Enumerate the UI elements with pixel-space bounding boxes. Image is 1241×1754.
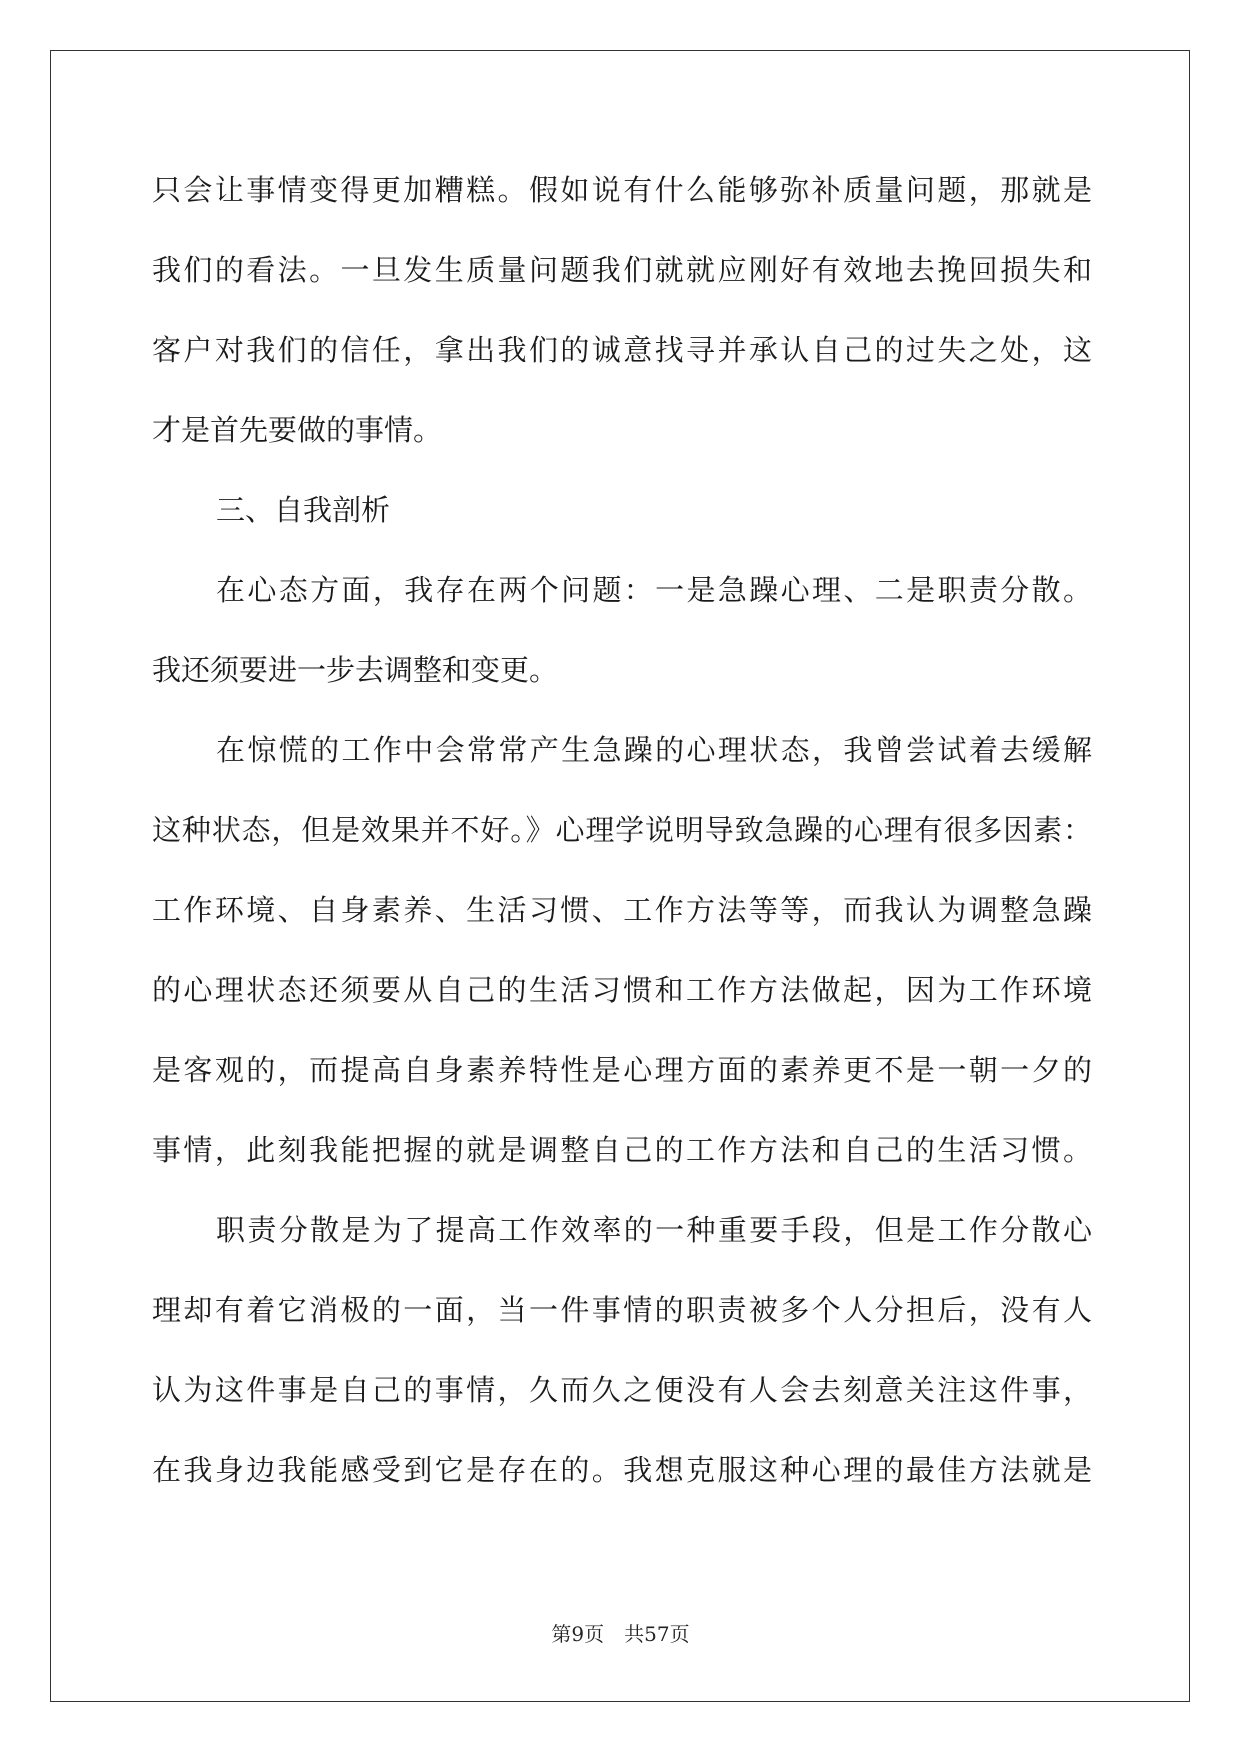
- text-line: 在惊慌的工作中会常常产生急躁的心理状态，我曾尝试着去缓解: [216, 733, 1092, 767]
- text-line: 职责分散是为了提高工作效率的一种重要手段，但是工作分散心: [216, 1213, 1092, 1247]
- text-line: 我还须要进一步去调整和变更。: [152, 653, 559, 687]
- text-line: 理却有着它消极的一面，当一件事情的职责被多个人分担后，没有人: [152, 1293, 1092, 1327]
- text-line: 的心理状态还须要从自己的生活习惯和工作方法做起，因为工作环境: [152, 973, 1092, 1007]
- text-line: 只会让事情变得更加糟糕。假如说有什么能够弥补质量问题，那就是: [152, 173, 1092, 207]
- text-line: 事情，此刻我能把握的就是调整自己的工作方法和自己的生活习惯。: [152, 1133, 1092, 1167]
- text-line: 这种状态，但是效果并不好。》心理学说明导致急躁的心理有很多因素：: [152, 813, 1092, 847]
- text-line: 工作环境、自身素养、生活习惯、工作方法等等，而我认为调整急躁: [152, 893, 1092, 927]
- text-line: 客户对我们的信任，拿出我们的诚意找寻并承认自己的过失之处，这: [152, 333, 1092, 367]
- page-total: 共57页: [624, 1622, 690, 1646]
- text-line: 是客观的，而提高自身素养特性是心理方面的素养更不是一朝一夕的: [152, 1053, 1092, 1087]
- text-line: 认为这件事是自己的事情，久而久之便没有人会去刻意关注这件事，: [152, 1373, 1092, 1407]
- section-heading: 三、自我剖析: [216, 493, 391, 527]
- document-body: [152, 160, 1092, 1520]
- text-line: 才是首先要做的事情。: [152, 413, 443, 447]
- text-line: 我们的看法。一旦发生质量问题我们就就应刚好有效地去挽回损失和: [152, 253, 1092, 287]
- page-number: 第9页: [551, 1622, 605, 1646]
- text-line: 在心态方面，我存在两个问题：一是急躁心理、二是职责分散。: [216, 573, 1092, 607]
- text-line: 在我身边我能感受到它是存在的。我想克服这种心理的最佳方法就是: [152, 1453, 1092, 1487]
- page-footer: [0, 1620, 1241, 1648]
